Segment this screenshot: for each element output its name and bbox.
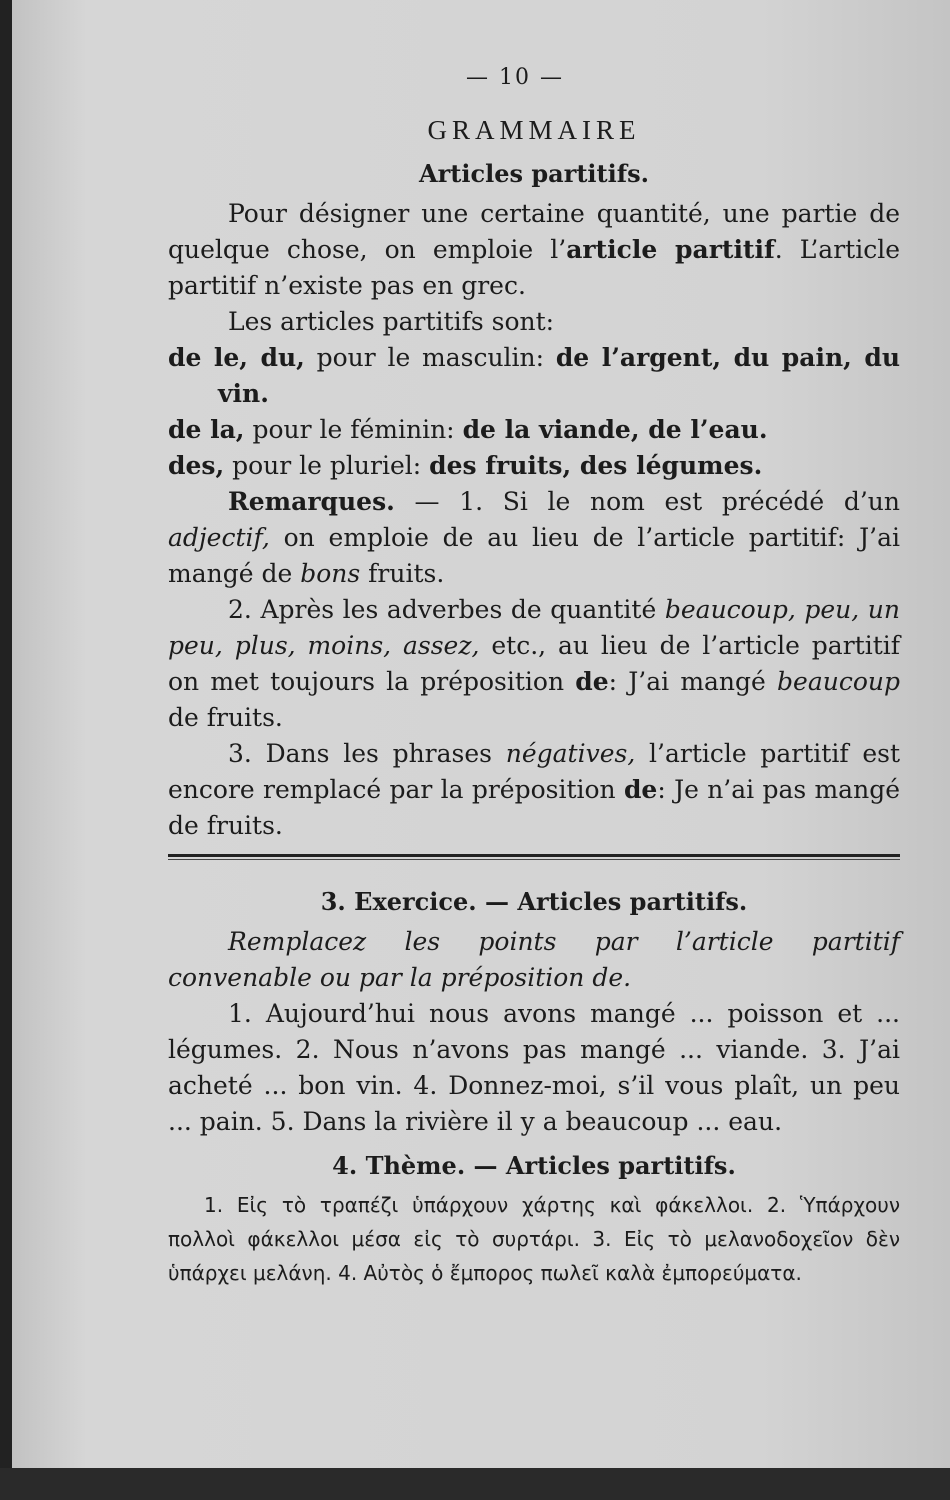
theme-title: 4. Thème. — Articles partitifs. — [332, 1151, 736, 1180]
scan-bottom-border — [0, 1468, 950, 1500]
remark-2: 2. Après les adverbes de quantité beaucoup, peu, un peu, plus, moins, assez, etc., au lieu de l’article partitif on met toujours la préposition de: J’ai mangé beaucoup de fruits. — [168, 595, 900, 732]
section-divider — [168, 854, 900, 860]
section-subtitle: Articles partitifs. — [419, 159, 649, 188]
exercise-text: 1. Aujourd’hui nous avons mangé ... poisson et ... légumes. 2. Nous n’avons pas mangé ... viande. 3. J’ai acheté ... bon vin. 4. Donnez-moi, s’il vous plaît, un peu ... pain. 5. Dans la rivière il y a beaucoup ... eau. — [168, 999, 900, 1136]
exercise-title: 3. Exercice. — Articles partitifs. — [320, 887, 748, 916]
scan-left-border — [0, 0, 12, 1500]
remark-3: 3. Dans les phrases négatives, l’article partitif est encore remplacé par la préposition de: Je n’ai pas mangé de fruits. — [168, 739, 900, 840]
page-number: — 10 — — [466, 65, 564, 90]
remark-1: Remarques. — 1. Si le nom est précédé d’un adjectif, on emploie de au lieu de l’article partitif: J’ai mangé de bons fruits. — [168, 487, 900, 588]
rule-masculine: de le, du, pour le masculin: de l’argent, du pain, du vin. — [168, 343, 900, 408]
rule-feminine: de la, pour le féminin: de la viande, de l’eau. — [168, 415, 768, 444]
intro-paragraph: Pour désigner une certaine quantité, une partie de quelque chose, on emploie l’article partitif. L’article partitif n’existe pas en grec. — [168, 199, 900, 300]
rule-plural: des, pour le pluriel: des fruits, des légumes. — [168, 451, 763, 480]
section-title: GRAMMAIRE — [427, 115, 641, 145]
intro-list-lead: Les articles partitifs sont: — [228, 307, 555, 336]
exercise-instruction: Remplacez les points par l’article partitif convenable ou par la préposition de. — [168, 927, 900, 992]
page-content — [168, 60, 900, 1290]
theme-greek-text: 1. Εἰς τὸ τραπέζι ὑπάρχουν χάρτης καὶ φάκελλοι. 2. Ὑπάρχουν πολλοὶ φάκελλοι μέσα εἰς τὸ συρτάρι. 3. Εἰς τὸ μελανοδοχεῖον δὲν ὑπάρχει μελάνη. 4. Αὐτὸς ὁ ἔμπορος πωλεῖ καλὰ ἐμπορεύματα. — [168, 1193, 900, 1285]
book-page — [12, 0, 950, 1468]
